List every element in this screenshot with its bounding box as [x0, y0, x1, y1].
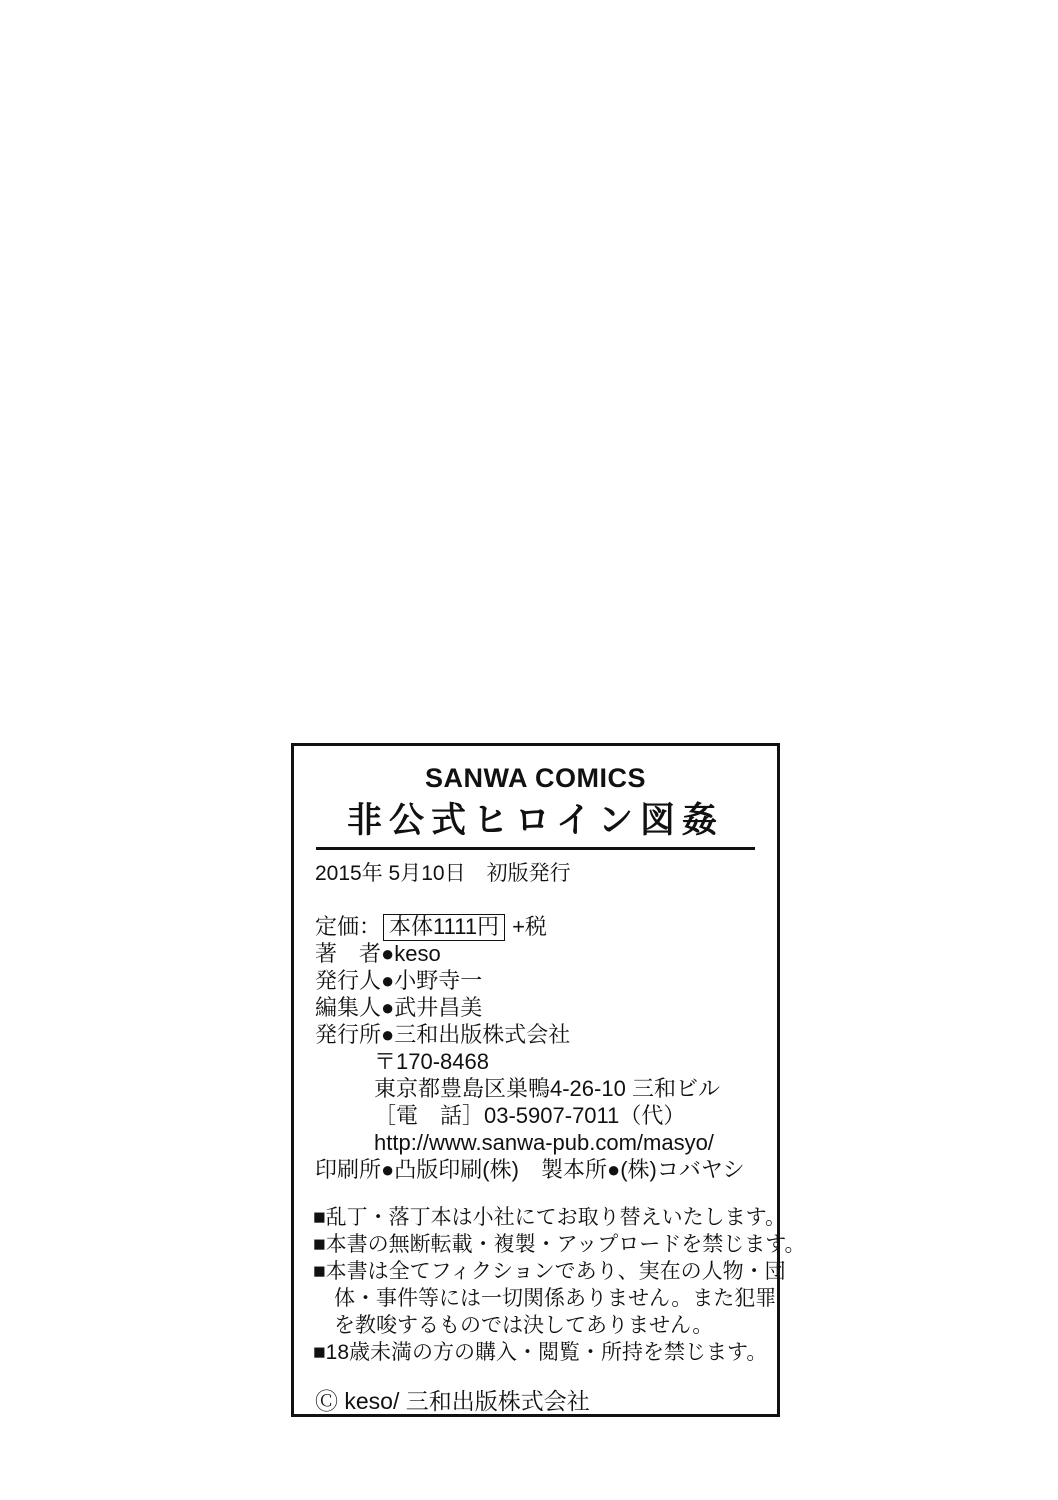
credit-publisher-person: 発行人●小野寺一 [315, 968, 483, 993]
publisher-imprint-label: SANWA COMICS [425, 763, 646, 793]
credit-printer-binder: 印刷所●凸版印刷(株) 製本所●(株)コバヤシ [315, 1157, 745, 1182]
notice-defective-copies: ■乱丁・落丁本は小社にてお取り替えいたします。 [313, 1206, 787, 1229]
publisher-address: 東京都豊島区巣鴨4-26-10 三和ビル [374, 1076, 720, 1101]
price-line [315, 913, 777, 940]
copyright-line: Ⓒ keso/ 三和出版株式会社 [315, 1388, 590, 1414]
publisher-postal-code: 〒170-8468 [374, 1049, 489, 1074]
publisher-phone: ［電 話］03-5907-7011（代） [374, 1103, 686, 1128]
title-underline-rule [316, 847, 755, 850]
book-title: 非公式ヒロイン図姦 [347, 801, 724, 840]
price-boxed-value: 本体1111円 [383, 914, 505, 941]
credit-editor: 編集人●武井昌美 [315, 995, 483, 1020]
notice-age-restriction: ■18歳未満の方の購入・閲覧・所持を禁じます。 [313, 1341, 768, 1364]
notice-no-reproduction: ■本書の無断転載・複製・アップロードを禁じます。 [313, 1233, 806, 1256]
colophon-box [291, 743, 806, 1417]
notice-fiction-line-2: 体・事件等には一切関係ありません。また犯罪 [334, 1287, 777, 1310]
publisher-url: http://www.sanwa-pub.com/masyo/ [374, 1130, 714, 1155]
credit-publishing-company: 発行所●三和出版株式会社 [315, 1022, 571, 1047]
publication-credits [315, 913, 777, 1183]
notice-fiction-line-1: ■本書は全てフィクションであり、実在の人物・団 [313, 1260, 786, 1283]
edition-date: 2015年 5月10日 初版発行 [315, 862, 571, 885]
price-label: 定価： [315, 914, 382, 939]
legal-notices [313, 1204, 806, 1366]
credit-author: 著 者●keso [315, 941, 441, 966]
price-tax-suffix: +税 [512, 914, 547, 939]
notice-fiction-line-3: を教唆するものでは決してありません。 [334, 1314, 714, 1337]
